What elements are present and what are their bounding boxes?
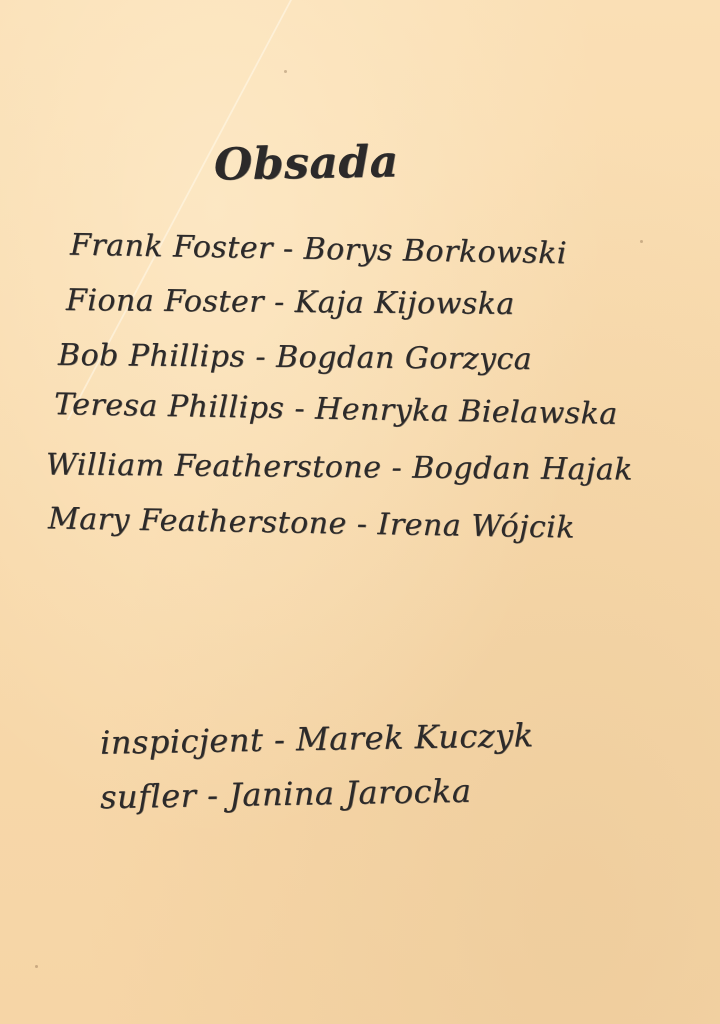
cast-entry [54, 387, 618, 432]
cast-role: Bob Phillips [57, 337, 246, 375]
separator-dash: - [206, 776, 219, 815]
separator-dash: - [294, 391, 306, 427]
crew-role: sufler [99, 776, 197, 817]
separator-dash: - [282, 231, 294, 267]
separator-dash: - [356, 506, 368, 542]
cast-entry [58, 338, 532, 377]
crew-entry [100, 772, 472, 816]
cast-actor: Irena Wójcik [377, 507, 576, 546]
crew-person: Janina Jarocka [228, 771, 472, 814]
cast-role: Frank Foster [69, 227, 274, 267]
page-title: Obsada [213, 136, 400, 191]
cast-actor: Kaja Kijowska [294, 285, 515, 322]
cast-actor: Henryka Bielawska [314, 391, 618, 432]
cast-entry [66, 283, 515, 322]
cast-actor: Borys Borkowski [303, 231, 568, 272]
cast-entry [46, 447, 633, 487]
crew-role: inspicjent [99, 720, 264, 762]
cast-role: Fiona Foster [65, 283, 265, 320]
separator-dash: - [255, 339, 267, 375]
crew-person: Marek Kuczyk [295, 716, 534, 759]
cast-entry [70, 228, 568, 272]
paper-speck [35, 965, 38, 968]
crew-entry [100, 716, 534, 762]
separator-dash: - [273, 284, 285, 320]
cast-actor: Bogdan Hajak [412, 450, 634, 488]
paper-speck [284, 70, 287, 73]
cast-role: Teresa Phillips [53, 387, 285, 427]
cast-role: William Featherstone [45, 447, 382, 486]
separator-dash: - [391, 450, 403, 486]
paper-speck [640, 240, 643, 243]
cast-role: Mary Featherstone [47, 501, 348, 542]
cast-entry [48, 501, 576, 545]
cast-actor: Bogdan Gorzyca [275, 339, 533, 378]
separator-dash: - [273, 720, 286, 759]
